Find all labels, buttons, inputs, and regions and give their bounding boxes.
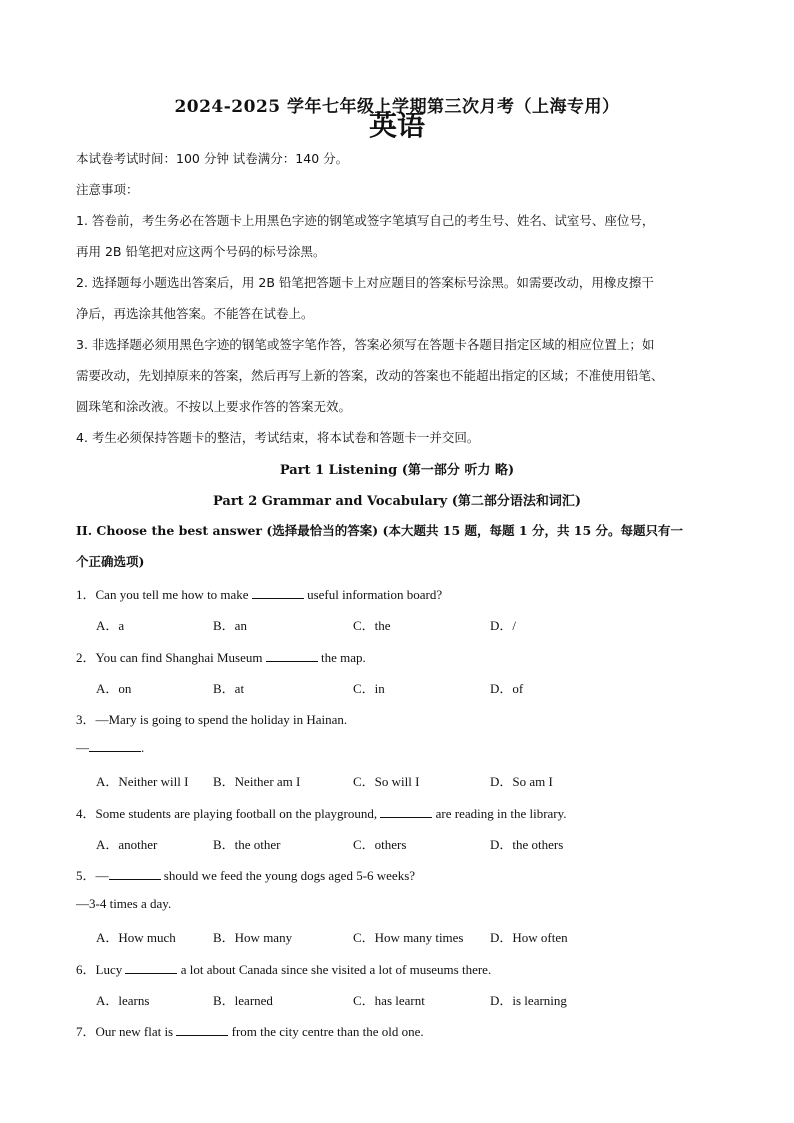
option-c: C．others (353, 837, 407, 852)
question-7 (76, 1021, 424, 1040)
question-text: 7．Our new flat is (76, 1024, 177, 1039)
note-line: 2. 选择题每小题选出答案后，用 2B 铅笔把答题卡上对应题目的答案标号涂黑。如需要改动，用橡皮擦干 (76, 275, 654, 290)
question-6 (76, 959, 491, 978)
question-text: from the city centre than the old one. (228, 1024, 424, 1039)
option-a: A．How much (96, 930, 176, 945)
question-4 (76, 803, 567, 822)
answer-blank (266, 651, 318, 662)
option-d: D．/ (490, 618, 517, 633)
period: . (141, 740, 145, 755)
question-text: the map. (317, 650, 366, 665)
option-a: A．a (96, 618, 125, 633)
part1-heading: Part 1 Listening (第一部分 听力 略) (279, 463, 515, 478)
question-text: a lot about Canada since she visited a lot of museums there. (177, 962, 492, 977)
option-b: B．at (213, 681, 245, 696)
dash: — (76, 740, 89, 755)
note-line: 4. 考生必须保持答题卡的整洁，考试结束，将本试卷和答题卡一并交回。 (76, 430, 480, 445)
question-text: 6．Lucy (76, 962, 126, 977)
question-3-reply (76, 740, 144, 756)
option-c: C．How many times (353, 930, 464, 945)
subject-heading: 英语 (368, 109, 425, 142)
option-d: D．How often (490, 930, 568, 945)
option-b: B．the other (213, 837, 281, 852)
option-d: D．the others (490, 837, 564, 852)
option-c: C．the (353, 618, 391, 633)
part2-heading: Part 2 Grammar and Vocabulary (第二部分语法和词汇) (212, 494, 581, 509)
note-line: 1. 答卷前，考生务必在答题卡上用黑色字迹的钢笔或签字笔填写自己的考生号、姓名、试室号、座位号， (76, 213, 655, 228)
question-text: useful information board? (303, 587, 443, 602)
option-b: B．How many (213, 930, 293, 945)
note-line: 净后，再选涂其他答案。不能答在试卷上。 (76, 306, 314, 321)
exam-info: 本试卷考试时间：100 分钟 试卷满分：140 分。 (76, 151, 349, 166)
option-a: A．on (96, 681, 132, 696)
option-d: D．So am I (490, 774, 553, 789)
note-line: 需要改动，先划掉原来的答案，然后再写上新的答案，改动的答案也不能超出指定的区域；不准使用铅笔、 (76, 368, 664, 383)
answer-blank (125, 963, 177, 974)
option-c: C．has learnt (353, 993, 425, 1008)
option-d: D．is learning (490, 993, 567, 1008)
question-3 (76, 709, 347, 728)
option-a: A．learns (96, 993, 150, 1008)
question-text: are reading in the library. (432, 806, 567, 821)
option-c: C．So will I (353, 774, 420, 789)
note-line: 再用 2B 铅笔把对应这两个号码的标号涂黑。 (76, 244, 326, 259)
section-heading-cont: 个正确选项) (76, 554, 145, 569)
option-a: A．Neither will I (96, 774, 189, 789)
option-b: B．an (213, 618, 247, 633)
note-line: 3. 非选择题必须用黑色字迹的钢笔或签字笔作答，答案必须写在答题卡各题目指定区域的相应位置上；如 (76, 337, 655, 352)
answer-blank (176, 1025, 228, 1036)
question-text: 4．Some students are playing football on the playground, (76, 806, 381, 821)
question-2 (76, 647, 366, 666)
question-text: 1．Can you tell me how to make (76, 587, 252, 602)
option-a: A．another (96, 837, 158, 852)
question-5 (76, 865, 415, 884)
question-5-reply: —3-4 times a day. (76, 896, 172, 911)
option-b: B．learned (213, 993, 273, 1008)
question-text: should we feed the young dogs aged 5-6 weeks? (160, 868, 416, 883)
question-text: 2．You can find Shanghai Museum (76, 650, 266, 665)
option-b: B．Neither am I (213, 774, 301, 789)
note-line: 圆珠笔和涂改液。不按以上要求作答的答案无效。 (76, 399, 352, 414)
answer-blank (89, 741, 141, 752)
option-d: D．of (490, 681, 524, 696)
question-1 (76, 584, 442, 603)
answer-blank (380, 807, 432, 818)
question-text: 5．— (76, 868, 109, 883)
section-heading: II. Choose the best answer (选择最恰当的答案) (本大题共 15 题，每题 1 分，共 15 分。每题只有一 (76, 523, 684, 538)
notes-title: 注意事项： (76, 182, 139, 197)
question-text: 3．—Mary is going to spend the holiday in Hainan. (76, 712, 348, 727)
answer-blank (109, 869, 161, 880)
exam-title: 2024-2025 学年七年级上学期第三次月考（上海专用） (174, 97, 620, 117)
option-c: C．in (353, 681, 385, 696)
answer-blank (252, 588, 304, 599)
